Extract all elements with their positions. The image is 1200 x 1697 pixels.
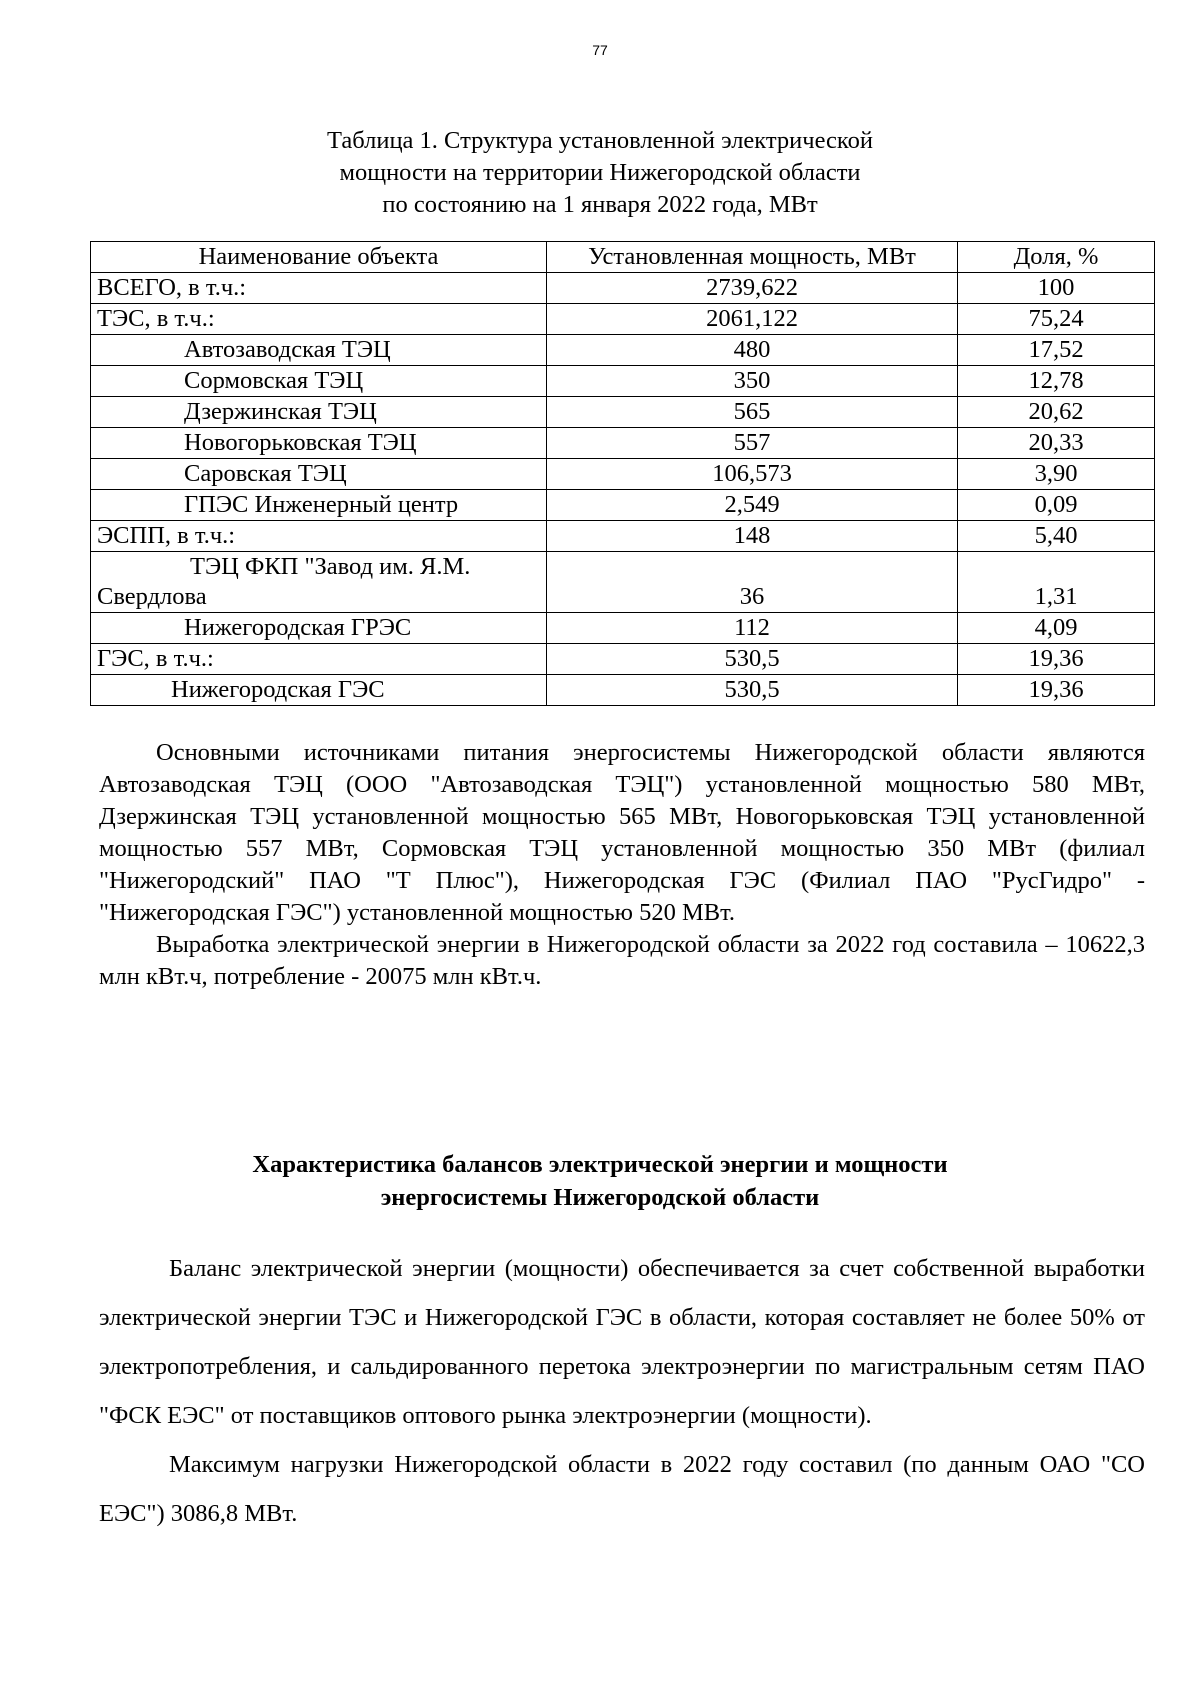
row-name [91,552,547,613]
row-name: ЭСПП, в т.ч.: [91,521,547,552]
row-name: Автозаводская ТЭЦ [91,335,547,366]
row-share: 20,33 [958,428,1155,459]
row-power: 36 [547,552,958,613]
table-row [91,428,1155,459]
table-row [91,459,1155,490]
table-row [91,552,1155,613]
table-row [91,335,1155,366]
row-share: 5,40 [958,521,1155,552]
row-share: 4,09 [958,613,1155,644]
row-power: 106,573 [547,459,958,490]
table-row [91,304,1155,335]
caption-line: мощности на территории Нижегородской области [339,159,861,186]
row-name: Дзержинская ТЭЦ [91,397,547,428]
heading-line: энергосистемы Нижегородской области [380,1184,820,1211]
row-power: 530,5 [547,644,958,675]
body-text-bottom [99,1244,1145,1538]
row-power: 2061,122 [547,304,958,335]
row-share: 17,52 [958,335,1155,366]
table-row [91,644,1155,675]
paragraph: Основными источниками питания энергосистемы Нижегородской области являются Автозаводская ТЭЦ (ООО "Автозаводская ТЭЦ") установленной мощностью 580 МВт, Дзержинская ТЭЦ установленной мощностью 565 МВт, Новогорьковская ТЭЦ установленной мощностью 557 МВт, Сормовская ТЭЦ установленной мощностью 350 МВт (филиал "Нижегородский" ПАО "Т Плюс"), Нижегородская ГЭС (Филиал ПАО "РусГидро" - "Нижегородская ГЭС") установленной мощностью 520 МВт. [99,739,1145,926]
table-header-row [91,242,1155,273]
row-share: 75,24 [958,304,1155,335]
row-name-line: Свердлова [97,583,207,610]
row-name: Сормовская ТЭЦ [91,366,547,397]
body-text-top [99,737,1145,993]
row-share: 3,90 [958,459,1155,490]
row-power: 350 [547,366,958,397]
row-share: 19,36 [958,675,1155,706]
row-name: Новогорьковская ТЭЦ [91,428,547,459]
row-name-line: ТЭЦ ФКП "Завод им. Я.М. [190,553,471,580]
table-row [91,397,1155,428]
row-power: 557 [547,428,958,459]
paragraph: Максимум нагрузки Нижегородской области в 2022 году составил (по данным ОАО "СО ЕЭС") 3086,8 МВт. [99,1451,1145,1527]
column-header-share: Доля, % [958,242,1155,273]
row-name: Саровская ТЭЦ [91,459,547,490]
row-share: 100 [958,273,1155,304]
row-power: 2739,622 [547,273,958,304]
column-header-name: Наименование объекта [91,242,547,273]
column-header-power: Установленная мощность, МВт [547,242,958,273]
table-row [91,366,1155,397]
row-name: Нижегородская ГРЭС [91,613,547,644]
table-row [91,490,1155,521]
row-name: ГПЭС Инженерный центр [91,490,547,521]
row-share: 12,78 [958,366,1155,397]
row-power: 2,549 [547,490,958,521]
paragraph: Выработка электрической энергии в Нижегородской области за 2022 год составила – 10622,3 млн кВт.ч, потребление - 20075 млн кВт.ч. [99,931,1145,990]
power-structure-table [90,241,1155,706]
page-number: 77 [592,42,608,58]
row-power: 530,5 [547,675,958,706]
caption-line: Таблица 1. Структура установленной электрической [327,127,873,154]
row-name: Нижегородская ГЭС [91,675,547,706]
row-share: 1,31 [958,552,1155,613]
row-share: 20,62 [958,397,1155,428]
row-power: 565 [547,397,958,428]
table-row [91,273,1155,304]
heading-line: Характеристика балансов электрической энергии и мощности [252,1151,948,1178]
paragraph: Баланс электрической энергии (мощности) обеспечивается за счет собственной выработки электрической энергии ТЭС и Нижегородской ГЭС в области, которая составляет не более 50% от электропотребления, и сальдированного перетока электроэнергии по магистральным сетям ПАО "ФСК ЕЭС" от поставщиков оптового рынка электроэнергии (мощности). [99,1255,1145,1429]
row-power: 480 [547,335,958,366]
caption-line: по состоянию на 1 января 2022 года, МВт [382,191,818,218]
row-share: 0,09 [958,490,1155,521]
table-row [91,521,1155,552]
table-row [91,675,1155,706]
table-row [91,613,1155,644]
table-caption [150,125,1050,221]
row-name: ВСЕГО, в т.ч.: [91,273,547,304]
row-share: 19,36 [958,644,1155,675]
row-power: 112 [547,613,958,644]
row-name: ГЭС, в т.ч.: [91,644,547,675]
section-heading [150,1148,1050,1214]
row-name: ТЭС, в т.ч.: [91,304,547,335]
row-power: 148 [547,521,958,552]
